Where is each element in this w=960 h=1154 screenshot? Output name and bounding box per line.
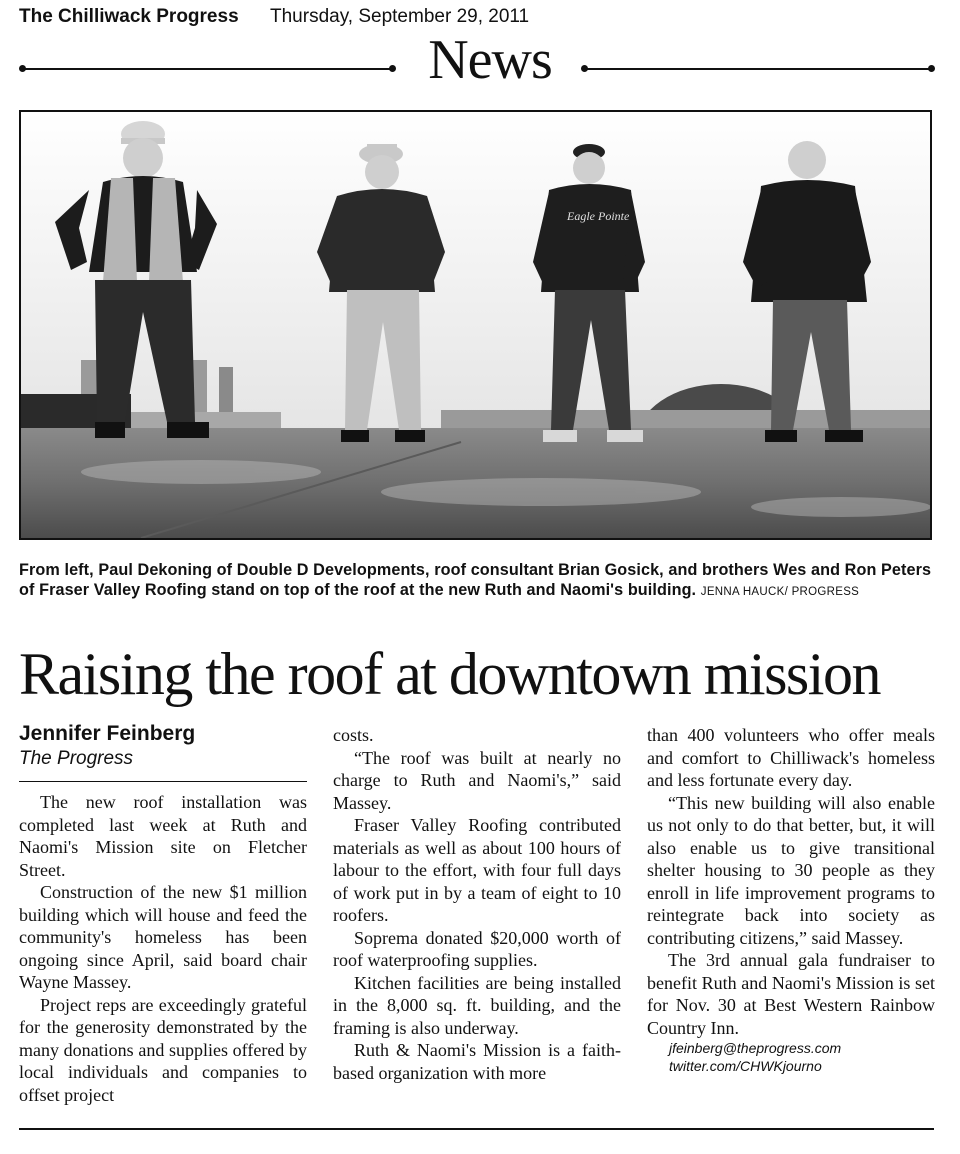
publication-name: The Chilliwack Progress	[19, 6, 239, 27]
paragraph: Soprema donated $20,000 worth of roof waterproofing supplies.	[333, 927, 621, 970]
paragraph: The new roof installation was completed last week at Ruth and Naomi's Mission site on Fletcher Street.	[19, 792, 307, 880]
byline-organization: The Progress	[19, 748, 134, 769]
paragraph-continuation: costs.	[333, 725, 374, 745]
article-column-2	[333, 724, 621, 1084]
paragraph: Kitchen facilities are being installed in the 8,000 sq. ft. building, and the framing is also underway.	[333, 972, 621, 1038]
paragraph: “This new building will also enable us not only to do that better, but, it will also enable us to give transitional shelter housing to 30 people as they enroll in life improvement programs to reintegrate back into society as contributing citizens,” said Massey.	[647, 792, 935, 948]
article-column-3	[647, 724, 935, 1075]
photo-credit: JENNA HAUCK/ PROGRESS	[700, 586, 860, 598]
paragraph-continuation: than 400 volunteers who offer meals and comfort to Chilliwack's homeless and less fortunate every day.	[647, 725, 935, 790]
article-column-1	[19, 791, 307, 1106]
section-rule-right	[584, 68, 932, 70]
section-rule-right-dot-end	[928, 65, 935, 72]
paragraph: Ruth & Naomi's Mission is a faith-based organization with more	[333, 1040, 621, 1083]
section-title: News	[428, 29, 552, 91]
headline: Raising the roof at downtown mission	[19, 641, 880, 707]
paragraph: The 3rd annual gala fundraiser to benefit Ruth and Naomi's Mission is set for Nov. 30 at Best Western Rainbow Country Inn.	[647, 950, 935, 1038]
news-photo	[19, 110, 932, 540]
caption-text: From left, Paul Dekoning of Double D Developments, roof consultant Brian Gosick, and brothers Wes and Ron Peters of Fraser Valley Roofing stand on top of the roof at the new Ruth and Naomi's building.	[19, 561, 932, 599]
paragraph: Construction of the new $1 million building which will house and feed the community's homeless has been ongoing since April, said board chair Wayne Massey.	[19, 882, 307, 992]
section-rule-right-dot-start	[581, 65, 588, 72]
author-twitter: twitter.com/CHWKjourno	[669, 1058, 822, 1074]
paragraph: “The roof was built at nearly no charge to Ruth and Naomi's,” said Massey.	[333, 747, 621, 813]
paragraph: Fraser Valley Roofing contributed materials as well as about 100 hours of labour to the effort, with four full days of work put in by a team of eight to 10 roofers.	[333, 815, 621, 925]
paragraph: Project reps are exceedingly grateful for the generosity demonstrated by the many donations and supplies offered by local individuals and companies to offset project	[19, 994, 307, 1105]
byline-author: Jennifer Feinberg	[19, 722, 196, 745]
page-bottom-rule	[19, 1128, 934, 1130]
photo-caption	[19, 560, 937, 602]
hoodie-logo: Eagle Pointe	[567, 209, 630, 223]
byline-divider	[19, 781, 307, 782]
issue-date: Thursday, September 29, 2011	[270, 6, 530, 27]
author-email: jfeinberg@theprogress.com	[669, 1040, 842, 1056]
